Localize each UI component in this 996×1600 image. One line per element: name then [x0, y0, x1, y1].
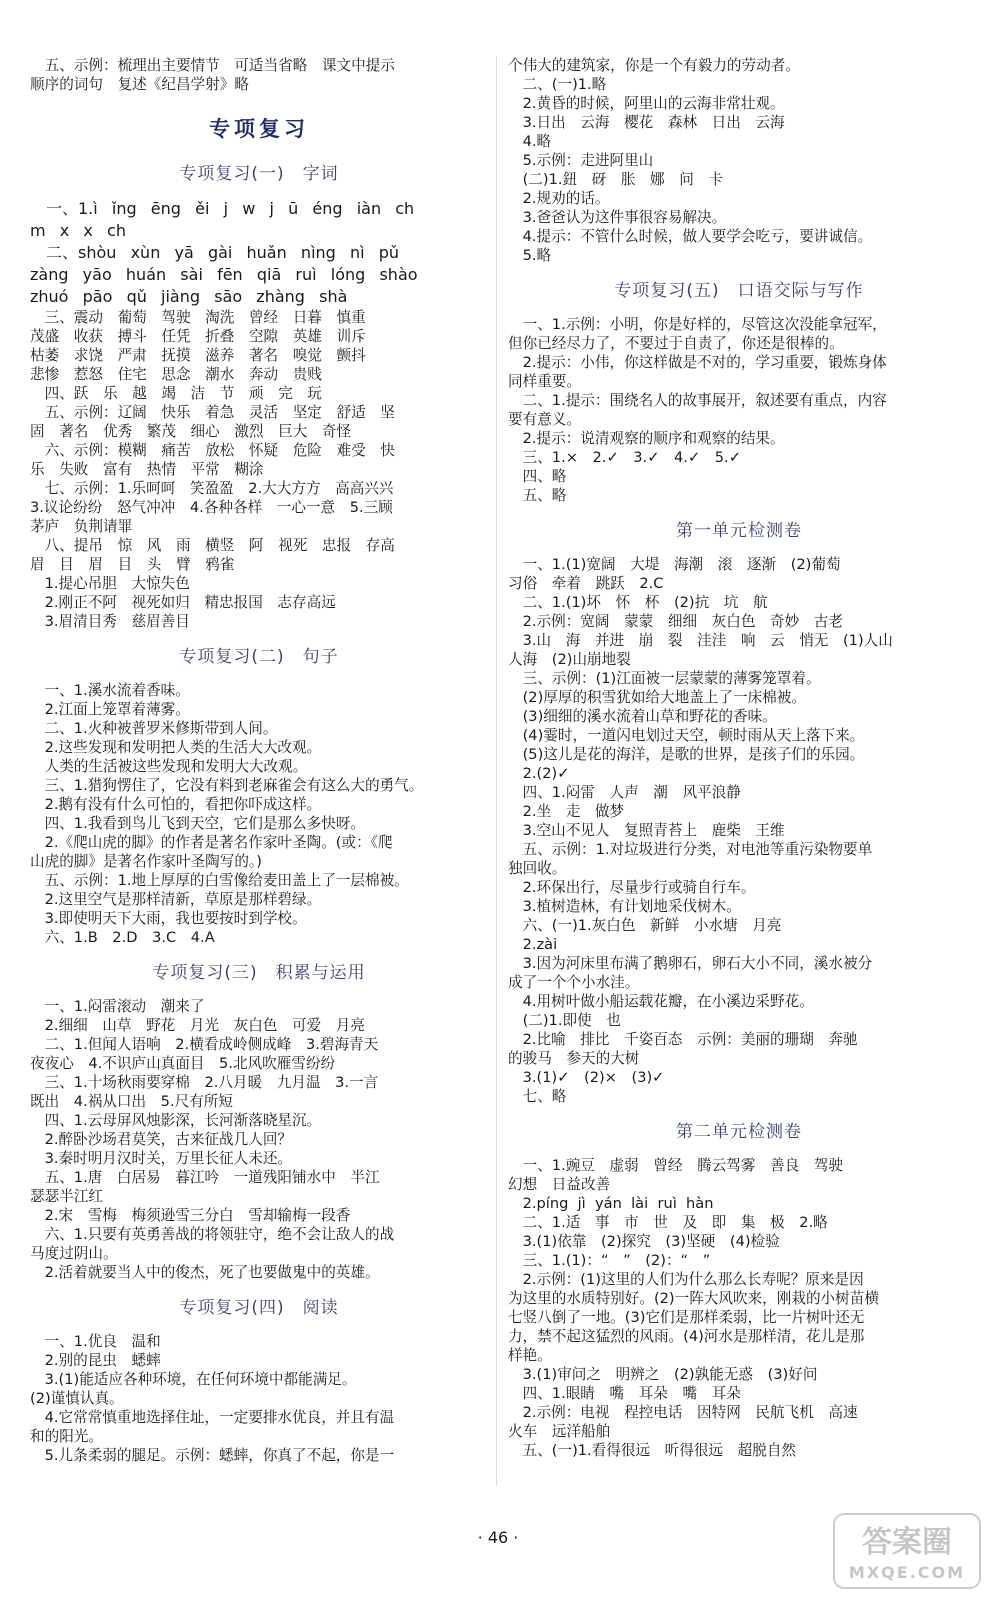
answer-line: 2.这里空气是那样清新，草原是那样碧绿。 — [30, 891, 322, 908]
answer-line: 三、1.(1)：“ ” (2)：“ ” — [508, 1252, 711, 1269]
answer-line: 为这里的水质特别好。(2)一阵大风吹来，刚栽的小树苗横 — [508, 1290, 879, 1307]
answer-line: 3.空山不见人 复照青苔上 鹿柴 王维 — [508, 822, 785, 839]
section-title: 专项复习 — [209, 117, 309, 141]
watermark-icon — [832, 1512, 982, 1590]
answer-block — [30, 198, 488, 308]
left-column — [30, 56, 488, 1465]
subsection-heading: 第一单元检测卷 — [676, 521, 802, 541]
answer-line: zàng yāo huán sài fēn qiā ruì lóng shào — [30, 265, 418, 284]
answer-line: 二、1.适 事 市 世 及 即 集 极 2.略 — [508, 1214, 828, 1231]
answer-line: 2.提示：说清观察的顺序和观察的结果。 — [508, 430, 785, 447]
answer-line: 五、示例：辽阔 快乐 着急 灵活 坚定 舒适 坚 — [30, 404, 395, 421]
answer-line: 一、1.ì ǐng ēng ěi j w j ū éng iàn ch — [30, 199, 415, 218]
answer-line: 3.(1)审问之 明辨之 (2)孰能无惑 (3)好问 — [508, 1366, 818, 1383]
answer-line: 3.爸爸认为这件事很容易解决。 — [508, 209, 727, 226]
answer-line: 三、1.× 2.✓ 3.✓ 4.✓ 5.✓ — [508, 449, 741, 466]
answer-line: 2.示例：(1)这里的人们为什么那么长寿呢？原来是因 — [508, 1271, 864, 1288]
answer-line: 2.提示：小伟，你这样做是不对的，学习重要，锻炼身体 — [508, 354, 887, 371]
subsection-heading: 专项复习(一) 字词 — [179, 164, 339, 184]
answer-line: (4)霎时，一道闪电划过天空，顿时雨从天上落下来。 — [508, 727, 865, 744]
answer-line: 四、1.云母屏风烛影深，长河渐落晓星沉。 — [30, 1112, 322, 1129]
answer-line: 幻想 日益改善 — [508, 1176, 611, 1193]
answer-line: 二、shòu xùn yā gài huǎn nìng nì pǔ — [30, 243, 400, 262]
answer-line: 人海 (2)山崩地裂 — [508, 651, 631, 668]
answer-line: 三、1.猎狗愣住了，它没有料到老麻雀会有这么大的勇气。 — [30, 777, 424, 794]
answer-line: 2.鹅有没有什么可怕的，看把你吓成这样。 — [30, 796, 322, 813]
subsection-heading: 第二单元检测卷 — [676, 1122, 802, 1142]
answer-line: 3.即使明天下大雨，我也要按时到学校。 — [30, 910, 307, 927]
answer-line: 六、1.只要有英勇善战的将领驻守，绝不会让敌人的战 — [30, 1226, 395, 1243]
answer-line: 2.醉卧沙场君莫笑，古来征战几人回？ — [30, 1131, 293, 1148]
answer-line: 茅庐 负荆请罪 — [30, 518, 133, 535]
answer-line: 2.示例：电视 程控电话 因特网 民航飞机 高速 — [508, 1404, 858, 1421]
answer-block — [30, 308, 488, 631]
answer-block — [508, 56, 970, 265]
answer-line: 八、提吊 惊 风 雨 横竖 阿 视死 忠报 存高 — [30, 537, 395, 554]
answer-line: 4.提示：不管什么时候，做人要学会吃亏，要讲诚信。 — [508, 228, 873, 245]
answer-line: 一、1.示例：小明，你是好样的，尽管这次没能拿冠军， — [508, 316, 887, 333]
answer-line: 3.山 海 并进 崩 裂 洼洼 响 云 悄无 (1)人山 — [508, 632, 893, 649]
answer-line: 和的阳光。 — [30, 1428, 103, 1445]
answer-line: 3.日出 云海 樱花 森林 日出 云海 — [508, 114, 785, 131]
answer-line: 七竖八倒了一地。(3)它们是那样柔弱，比一片树叶还无 — [508, 1309, 865, 1326]
answer-line: 眉 目 眉 目 头 臂 鸦雀 — [30, 556, 235, 573]
answer-line: 七、略 — [508, 1088, 567, 1105]
answer-line: 五、1.唐 白居易 暮江吟 一道残阳铺水中 半江 — [30, 1169, 380, 1186]
answer-line: 枯萎 求饶 严肃 抚摸 滋养 著名 嗅觉 颤抖 — [30, 347, 366, 364]
answer-line: 2.zài — [508, 936, 558, 953]
answer-line: 2.坐 走 做梦 — [508, 803, 625, 820]
answer-line: 习俗 牵着 跳跃 2.C — [508, 575, 664, 592]
answer-line: 三、1.十场秋雨要穿棉 2.八月暖 九月温 3.一言 — [30, 1074, 379, 1091]
answer-line: 3.(1)能适应各种环境，在任何环境中都能满足。 — [30, 1371, 357, 1388]
answer-line: 4.略 — [508, 133, 552, 150]
answer-line: 要有意义。 — [508, 411, 581, 428]
answer-line: 4.用树叶做小船运载花瓣，在小溪边采野花。 — [508, 993, 814, 1010]
answer-block — [508, 315, 970, 505]
answer-line: 二、1.提示：围绕名人的故事展开，叙述要有重点，内容 — [508, 392, 887, 409]
answer-line: (二)1.即使 也 — [508, 1012, 621, 1029]
answer-line: 四、1.眼睛 嘴 耳朵 嘴 耳朵 — [508, 1385, 741, 1402]
answer-line: 3.(1)✓ (2)× (3)✓ — [508, 1069, 665, 1086]
answer-line: 二、(一)1.略 — [508, 76, 607, 93]
answer-line: 三、示例：(1)江面被一层蒙蒙的薄雾笼罩着。 — [508, 670, 821, 687]
answer-block — [30, 997, 488, 1282]
answer-line: 茂盛 收获 搏斗 任凭 折叠 空隙 英雄 训斥 — [30, 328, 366, 345]
answer-line: 四、1.闷雷 人声 潮 风平浪静 — [508, 784, 741, 801]
answer-line: 固 著名 优秀 繁茂 细心 激烈 巨大 奇怪 — [30, 423, 352, 440]
answer-line: 火车 远洋船舶 — [508, 1423, 611, 1440]
answer-line: 一、1.(1)宽阔 大堤 海潮 滚 逐渐 (2)葡萄 — [508, 556, 841, 573]
answer-line: 5.儿条柔弱的腿足。示例：蟋蟀，你真了不起，你是一 — [30, 1447, 395, 1464]
answer-line: 2.规劝的话。 — [508, 190, 610, 207]
answer-line: 四、略 — [508, 468, 567, 485]
answer-line: 但你已经尽力了，不要过于自责了，你还是很棒的。 — [508, 335, 844, 352]
watermark-logo — [832, 1512, 982, 1590]
answer-line: 山虎的脚》是著名作家叶圣陶写的。) — [30, 853, 262, 870]
answer-line: 4.它常常慎重地选择住址，一定要排水优良，并且有温 — [30, 1409, 395, 1426]
answer-line: 四、1.我看到鸟儿飞到天空，它们是那么多快呀。 — [30, 815, 365, 832]
answer-line: 2.这些发现和发明把人类的生活大大改观。 — [30, 739, 322, 756]
answer-line: 1.提心吊胆 大惊失色 — [30, 575, 190, 592]
answer-line: 3.议论纷纷 怒气冲冲 4.各种各样 一心一意 5.三顾 — [30, 499, 393, 516]
subsection-heading: 专项复习(五) 口语交际与写作 — [614, 281, 864, 301]
answer-line: (3)细细的溪水流着山草和野花的香味。 — [508, 708, 777, 725]
answer-line: 六、1.B 2.D 3.C 4.A — [30, 929, 215, 946]
answer-line: 四、跃 乐 越 竭 洁 节 顽 完 玩 — [30, 385, 322, 402]
answer-line: (二)1.鈕 砑 胀 娜 问 卡 — [508, 171, 724, 188]
answer-line: (5)这儿是花的海洋，是歌的世界，是孩子们的乐园。 — [508, 746, 865, 763]
answer-line: 顺序的词句 复述《纪昌学射》略 — [30, 76, 249, 93]
answer-block — [30, 1332, 488, 1465]
answer-line: 3.眉清目秀 慈眉善目 — [30, 613, 190, 630]
answer-line: 二、1.火种被普罗米修斯带到人间。 — [30, 720, 278, 737]
answer-line: 3.植树造林，有计划地采伐树木。 — [508, 898, 741, 915]
answer-line: 2.示例：宽阔 蒙蒙 细细 灰白色 奇妙 古老 — [508, 613, 843, 630]
answer-line: 五、示例：1.地上厚厚的白雪像给麦田盖上了一层棉被。 — [30, 872, 409, 889]
answer-line: 五、略 — [508, 487, 567, 504]
answer-line: 2.江面上笼罩着薄雾。 — [30, 701, 190, 718]
answer-line: 5.略 — [508, 247, 552, 264]
answer-line: 一、1.闷雷滚动 潮来了 — [30, 998, 205, 1015]
answer-line: 成了一个个小水洼。 — [508, 974, 640, 991]
answer-line: 力，禁不起这猛烈的风雨。(4)河水是那样清，花儿是那 — [508, 1328, 865, 1345]
answer-line: 既出 4.祸从口出 5.尺有所短 — [30, 1093, 233, 1110]
page-number: · 46 · — [477, 1528, 519, 1547]
answer-line: 瑟瑟半江红 — [30, 1188, 103, 1205]
answer-line: 2.(2)✓ — [508, 765, 570, 782]
answer-line: 七、示例：1.乐呵呵 笑盈盈 2.大大方方 高高兴兴 — [30, 480, 394, 497]
answer-line: 3.因为河床里布满了鹅卵石，卵石大小不同，溪水被分 — [508, 955, 873, 972]
answer-line: 2.别的昆虫 蟋蟀 — [30, 1352, 161, 1369]
right-column — [508, 56, 970, 1460]
answer-line: 六、(一)1.灰白色 新鲜 小水塘 月亮 — [508, 917, 782, 934]
answer-line: (2)谨慎认真。 — [30, 1390, 124, 1407]
answer-line: 二、1.(1)坏 怀 杯 (2)抗 坑 航 — [508, 594, 768, 611]
answer-line: 2.细细 山草 野花 月光 灰白色 可爱 月亮 — [30, 1017, 365, 1034]
answer-line: 五、示例：梳理出主要情节 可适当省略 课文中提示 — [30, 57, 395, 74]
answer-line: 3.(1)依靠 (2)探究 (3)坚硬 (4)检验 — [508, 1233, 780, 1250]
answer-line: 2.比喻 排比 千姿百态 示例：美丽的珊瑚 奔驰 — [508, 1031, 858, 1048]
answer-line: zhuó pāo qǔ jiàng sāo zhàng shà — [30, 287, 348, 306]
answer-line: 2.环保出行，尽量步行或骑自行车。 — [508, 879, 756, 896]
answer-line: 样艳。 — [508, 1347, 552, 1364]
answer-block — [30, 681, 488, 947]
answer-line: 悲惨 惹怒 住宅 思念 潮水 奔动 贵贱 — [30, 366, 322, 383]
answer-line: 2.《爬山虎的脚》的作者是著名作家叶圣陶。(或：《爬 — [30, 834, 393, 851]
answer-line: 个伟大的建筑家，你是一个有毅力的劳动者。 — [508, 57, 800, 74]
answer-line: 人类的生活被这些发现和发明大大改观。 — [30, 758, 308, 775]
answer-line: (2)厚厚的积雪犹如给大地盖上了一床棉被。 — [508, 689, 806, 706]
column-divider — [496, 56, 497, 1486]
answer-line: 5.示例：走进阿里山 — [508, 152, 654, 169]
answer-line: 独回收。 — [508, 860, 567, 877]
answer-block — [508, 555, 970, 1106]
answer-line: 一、1.豌豆 虚弱 曾经 腾云驾雾 善良 驾驶 — [508, 1157, 843, 1174]
answer-line: m x x ch — [30, 221, 126, 240]
answer-line: 二、1.但闻人语响 2.横看成岭侧成峰 3.碧海青天 — [30, 1036, 379, 1053]
subsection-heading: 专项复习(三) 积累与运用 — [152, 963, 366, 983]
answer-line: 2.活着就要当人中的俊杰，死了也要做鬼中的英雄。 — [30, 1264, 380, 1281]
subsection-heading: 专项复习(四) 阅读 — [179, 1298, 339, 1318]
answer-line: 2.刚正不阿 视死如归 精忠报国 志存高远 — [30, 594, 336, 611]
answer-line: 六、示例：模糊 痛苦 放松 怀疑 危险 难受 快 — [30, 442, 395, 459]
watermark-big-text: 答案圈 — [862, 1525, 952, 1560]
answer-line: 马度过阴山。 — [30, 1245, 118, 1262]
answer-line: 的骏马 参天的大树 — [508, 1050, 640, 1067]
answer-line: 夜夜心 4.不识庐山真面目 5.北风吹雁雪纷纷 — [30, 1055, 336, 1072]
answer-line: 五、(一)1.看得很远 听得很远 超脱自然 — [508, 1442, 797, 1459]
answer-block — [30, 56, 488, 94]
watermark-small-text: MXQE.COM — [848, 1563, 966, 1582]
answer-line: 3.秦时明月汉时关，万里长征人未还。 — [30, 1150, 293, 1167]
answer-block — [508, 1156, 970, 1460]
answer-line: 五、示例：1.对垃圾进行分类，对电池等重污染物要单 — [508, 841, 873, 858]
answer-line: 2.píng jì yán lài ruì hàn — [508, 1195, 714, 1212]
answer-line: 一、1.优良 温和 — [30, 1333, 161, 1350]
answer-line: 2.宋 雪梅 梅须逊雪三分白 雪却输梅一段香 — [30, 1207, 351, 1224]
answer-line: 同样重要。 — [508, 373, 581, 390]
subsection-heading: 专项复习(二) 句子 — [179, 647, 339, 667]
answer-line: 乐 失败 富有 热情 平常 糊涂 — [30, 461, 264, 478]
answer-line: 三、震动 葡萄 驾驶 淘洗 曾经 日暮 慎重 — [30, 309, 366, 326]
answer-line: 2.黄昏的时候，阿里山的云海非常壮观。 — [508, 95, 785, 112]
answer-line: 一、1.溪水流着香味。 — [30, 682, 190, 699]
